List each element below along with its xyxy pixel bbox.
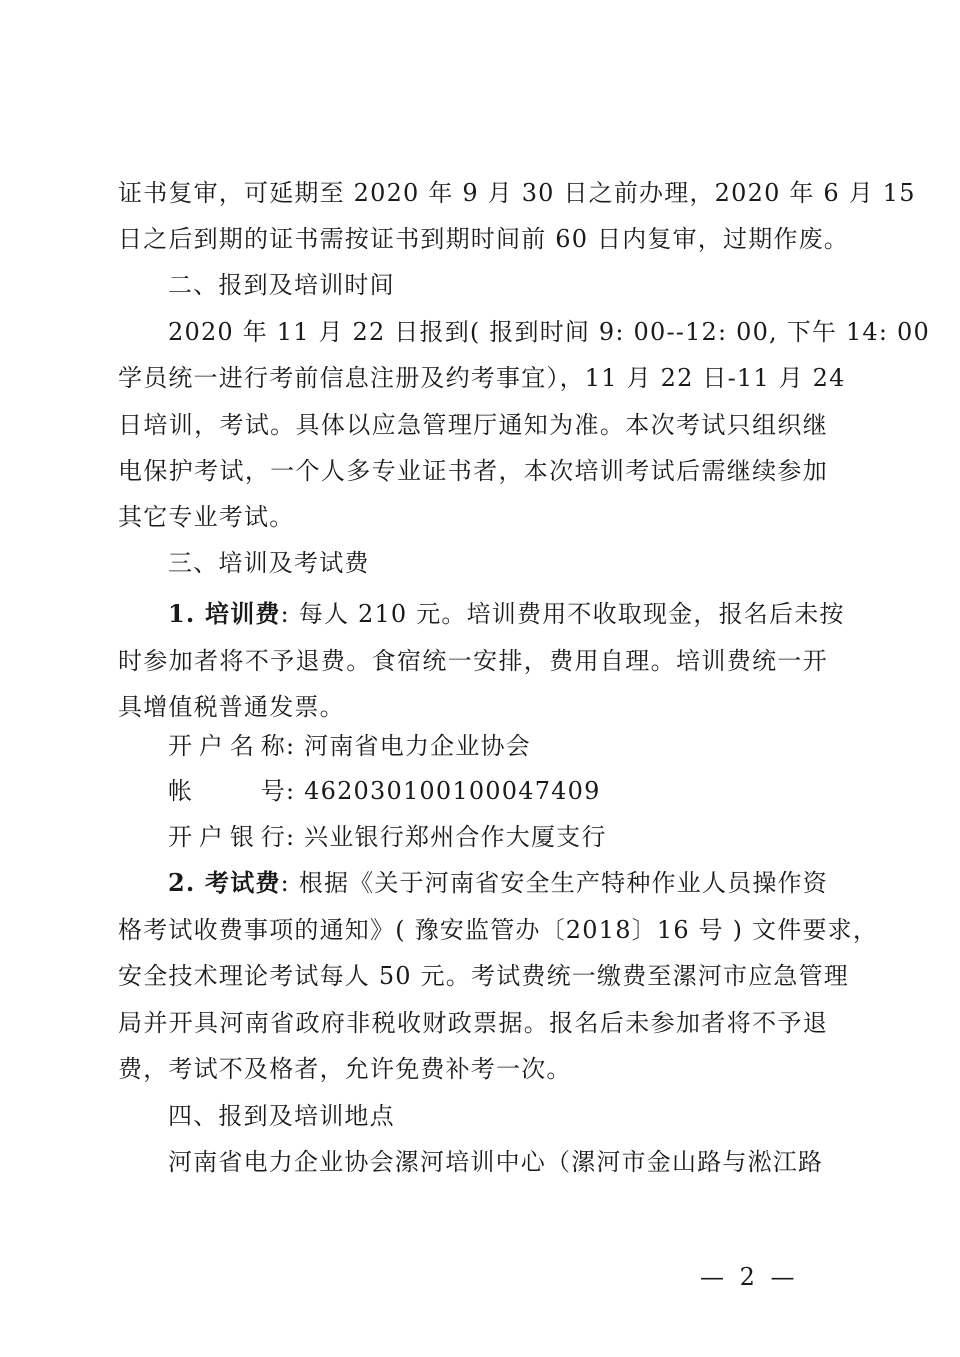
section-2-line-5: 其它专业考试。 [118,503,295,531]
account-name-value: 河南省电力企业协会 [304,732,531,760]
exam-fee-line-1-text: : 根据《关于河南省安全生产特种作业人员操作资 [280,869,828,897]
account-bank-label: 开户银行 [168,823,286,851]
section-2-line-1: 2020 年 11 月 22 日报到( 报到时间 9: 00--12: 00, 下午 14: 00 [168,318,930,346]
exam-fee-label: 2. 考试费 [168,868,281,897]
account-name-separator: : [286,732,296,760]
paragraph-1-line-1: 证书复审，可延期至 2020 年 9 月 30 日之前办理，2020 年 6 月 15 [118,179,916,207]
account-number-value: 462030100100047409 [304,777,601,805]
account-number-row [168,774,601,808]
training-fee-label: 1. 培训费 [168,599,281,628]
account-name-row [168,729,531,763]
training-fee-line-2: 时参加者将不予退费。食宿统一安排，费用自理。培训费统一开 [118,647,828,675]
training-fee-line-1 [168,597,845,631]
section-4-heading: 四、报到及培训地点 [168,1102,395,1130]
training-fee-line-1-text: : 每人 210 元。培训费用不收取现金，报名后未按 [280,600,845,628]
exam-fee-line-2: 格考试收费事项的通知》( 豫安监管办〔2018〕16 号 ) 文件要求， [118,916,879,944]
section-2-line-2: 学员统一进行考前信息注册及约考事宜），11 月 22 日-11 月 24 [118,364,846,392]
exam-fee-line-5: 费，考试不及格者，允许免费补考一次。 [118,1055,572,1083]
account-number-separator: : [286,777,296,805]
training-fee-line-3: 具增值税普通发票。 [118,693,345,721]
section-2-line-3: 日培训，考试。具体以应急管理厅通知为准。本次考试只组织继 [118,411,828,439]
account-bank-row [168,820,607,854]
section-3-heading: 三、培训及考试费 [168,549,370,577]
section-2-line-4: 电保护考试，一个人多专业证书者，本次培训考试后需继续参加 [118,457,828,485]
paragraph-1-line-2: 日之后到期的证书需按证书到期时间前 60 日内复审，过期作废。 [118,225,849,253]
page-number: — 2 — [700,1263,799,1291]
account-number-label: 帐号 [168,777,286,805]
exam-fee-line-4: 局并开具河南省政府非税收财政票据。报名后未参加者将不予退 [118,1009,828,1037]
exam-fee-line-3: 安全技术理论考试每人 50 元。考试费统一缴费至漯河市应急管理 [118,962,849,990]
section-2-heading: 二、报到及培训时间 [168,271,395,299]
account-name-label: 开户名称 [168,732,286,760]
account-bank-separator: : [286,823,296,851]
section-4-line-1: 河南省电力企业协会漯河培训中心（漯河市金山路与淞江路 [168,1148,824,1176]
exam-fee-line-1 [168,866,828,900]
account-bank-value: 兴业银行郑州合作大厦支行 [304,823,607,851]
